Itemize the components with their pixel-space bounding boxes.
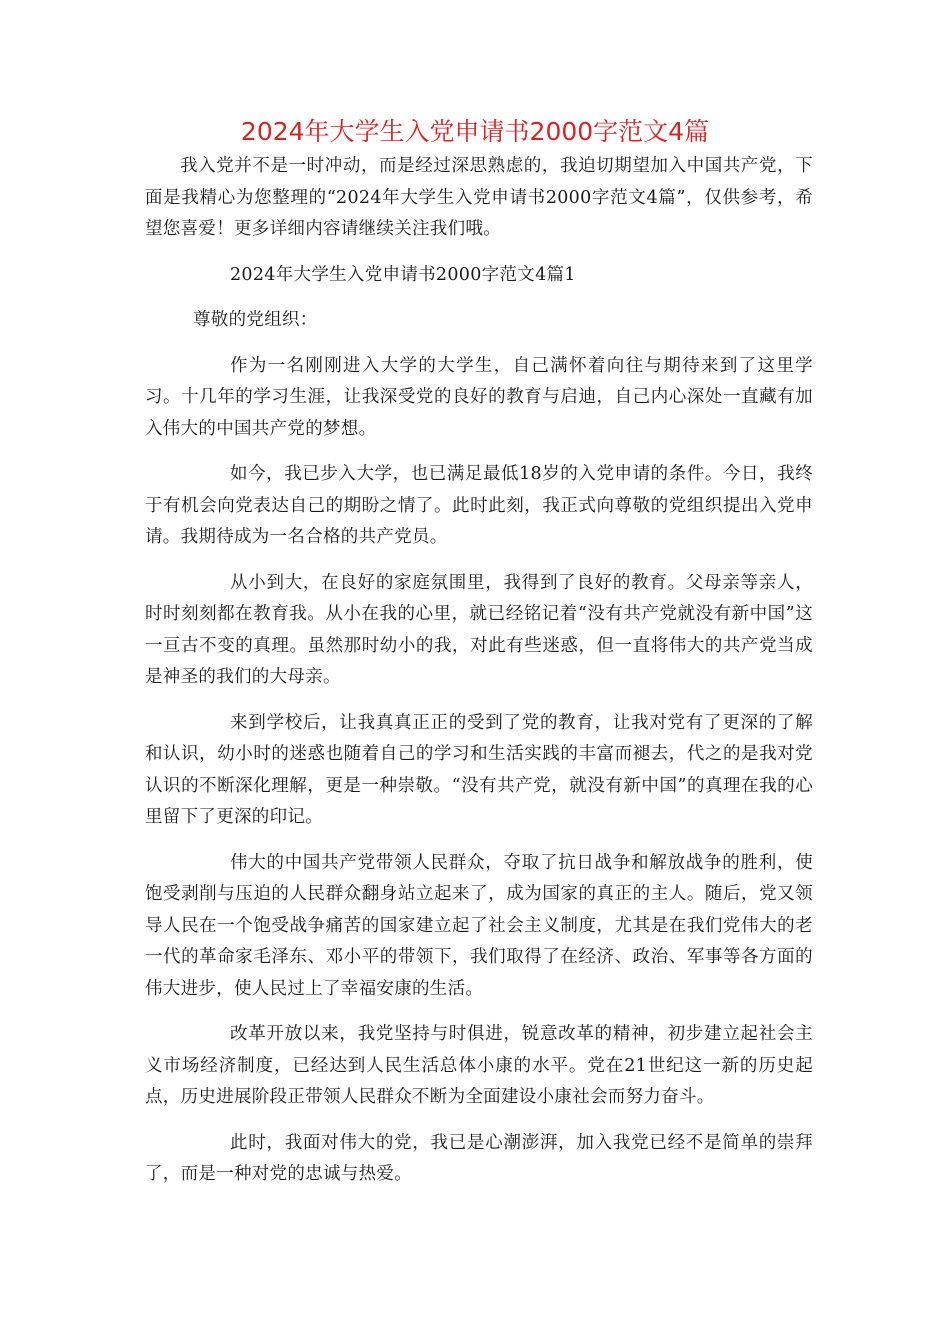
body-paragraph-2: 如今，我已步入大学，也已满足最低18岁的入党申请的条件。今日，我终于有机会向党表达自己的期盼之情了。此时此刻，我正式向尊敬的党组织提出入党申请。我期待成为一名合格的共产党员。 [145, 464, 813, 547]
document-title: 2024年大学生入党申请书2000字范文4篇 [240, 117, 710, 146]
salutation: 尊敬的党组织： [193, 310, 318, 330]
intro-paragraph: 我入党并不是一时冲动，而是经过深思熟虑的，我迫切期望加入中国共产党，下面是我精心为您整理的“2024年大学生入党申请书2000字范文4篇”，仅供参考，希望您喜爱！更多详细内容请继续关注我们哦。 [145, 156, 813, 239]
body-paragraph-6: 改革开放以来，我党坚持与时俱进，锐意改革的精神，初步建立起社会主义市场经济制度，已经达到人民生活总体小康的水平。党在21世纪这一新的历史起点，历史进展阶段正带领人民群众不断为全面建设小康社会而努力奋斗。 [145, 1024, 813, 1107]
body-paragraph-3: 从小到大，在良好的家庭氛围里，我得到了良好的教育。父母亲等亲人，时时刻刻都在教育我。从小在我的心里，就已经铭记着“没有共产党就没有新中国”这一亘古不变的真理。虽然那时幼小的我，对此有些迷惑，但一直将伟大的共产党当成是神圣的我们的大母亲。 [145, 572, 813, 687]
document-body [145, 151, 813, 1205]
body-paragraph-4: 来到学校后，让我真真正正的受到了党的教育，让我对党有了更深的了解和认识，幼小时的迷惑也随着自己的学习和生活实践的丰富而褪去，代之的是我对党认识的不断深化理解，更是一种崇敬。“没有共产党，就没有新中国”的真理在我的心里留下了更深的印记。 [145, 712, 813, 827]
body-paragraph-5: 伟大的中国共产党带领人民群众，夺取了抗日战争和解放战争的胜利，使饱受剥削与压迫的人民群众翻身站立起来了，成为国家的真正的主人。随后，党又领导人民在一个饱受战争痛苦的国家建立起了社会主义制度，尤其是在我们党伟大的老一代的革命家毛泽东、邓小平的带领下，我们取得了在经济、政治、军事等各方面的伟大进步，使人民过上了幸福安康的生活。 [145, 852, 813, 999]
body-paragraph-7: 此时，我面对伟大的党，我已是心潮澎湃，加入我党已经不是简单的崇拜了，而是一种对党的忠诚与热爱。 [145, 1132, 813, 1184]
section-heading: 2024年大学生入党申请书2000字范文4篇1 [230, 264, 576, 285]
body-paragraph-1: 作为一名刚刚进入大学的大学生，自己满怀着向往与期待来到了这里学习。十几年的学习生涯，让我深受党的良好的教育与启迪，自己内心深处一直藏有加入伟大的中国共产党的梦想。 [145, 355, 813, 439]
